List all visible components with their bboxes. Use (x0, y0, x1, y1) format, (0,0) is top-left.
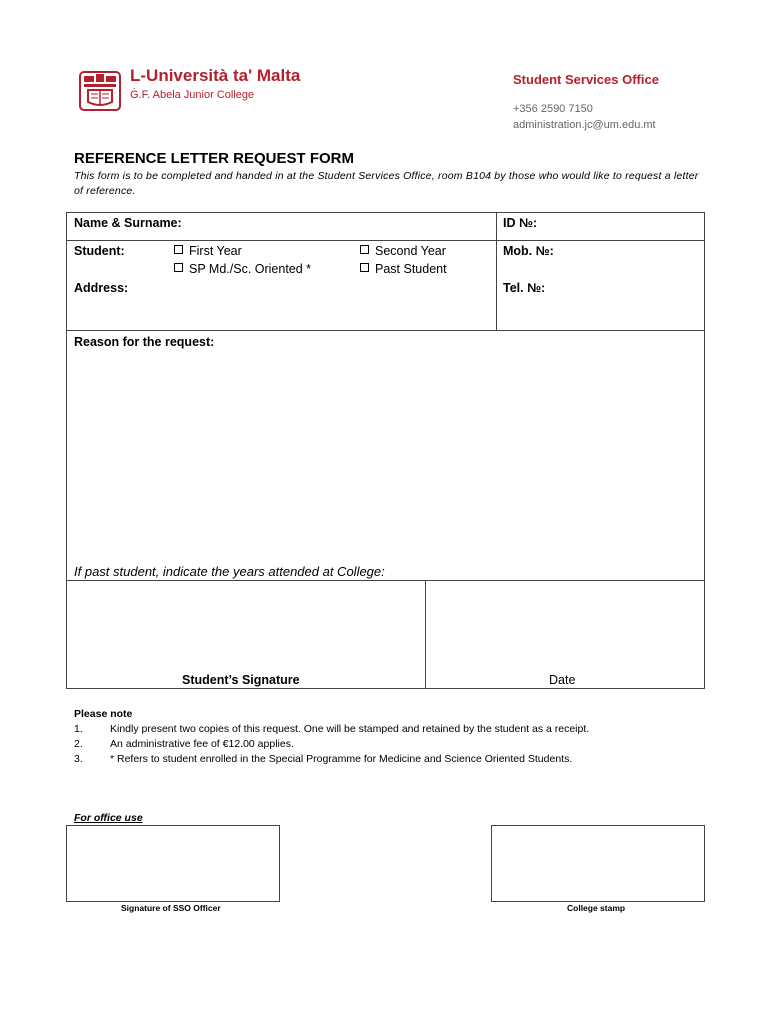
office-use-heading: For office use (74, 812, 143, 824)
college-stamp-box (491, 825, 705, 902)
form-title: REFERENCE LETTER REQUEST FORM (74, 150, 355, 167)
sso-signature-box (66, 825, 280, 902)
first-year-checkbox[interactable] (174, 244, 242, 258)
past-years-label: If past student, indicate the years attended at College: (74, 564, 385, 579)
id-label: ID №: (503, 216, 538, 230)
checkbox-icon (360, 263, 369, 272)
second-year-checkbox[interactable] (360, 244, 446, 258)
telephone-label: Tel. №: (503, 281, 546, 295)
office-title: Student Services Office (513, 72, 659, 87)
checkbox-icon (174, 263, 183, 272)
reason-label: Reason for the request: (74, 335, 215, 349)
college-stamp-label: College stamp (567, 903, 626, 913)
name-surname-label: Name & Surname: (74, 216, 182, 230)
office-phone: +356 2590 7150 (513, 103, 593, 115)
sp-oriented-checkbox[interactable] (174, 262, 311, 276)
form-instructions: This form is to be completed and handed in at the Student Services Office, room B104 by those who would like to request a letter of reference. (74, 170, 699, 197)
sp-oriented-label: SP Md./Sc. Oriented * (189, 262, 312, 276)
second-year-label: Second Year (375, 244, 446, 258)
address-label: Address: (74, 281, 129, 295)
notes-heading: Please note (74, 708, 133, 720)
university-name: L-Università ta' Malta (130, 66, 301, 85)
office-email[interactable]: administration.jc@um.edu.mt (513, 119, 656, 131)
first-year-label: First Year (189, 244, 242, 258)
mobile-label: Mob. №: (503, 244, 554, 258)
university-crest-icon (78, 70, 122, 112)
college-name: Ġ.F. Abela Junior College (130, 89, 255, 101)
checkbox-icon (174, 245, 183, 254)
date-label: Date (549, 673, 576, 687)
past-student-label: Past Student (375, 262, 447, 276)
checkbox-icon (360, 245, 369, 254)
sso-signature-label: Signature of SSO Officer (121, 903, 221, 913)
past-student-checkbox[interactable] (360, 262, 447, 276)
student-label: Student: (74, 244, 125, 258)
student-signature-label: Student’s Signature (182, 673, 300, 687)
